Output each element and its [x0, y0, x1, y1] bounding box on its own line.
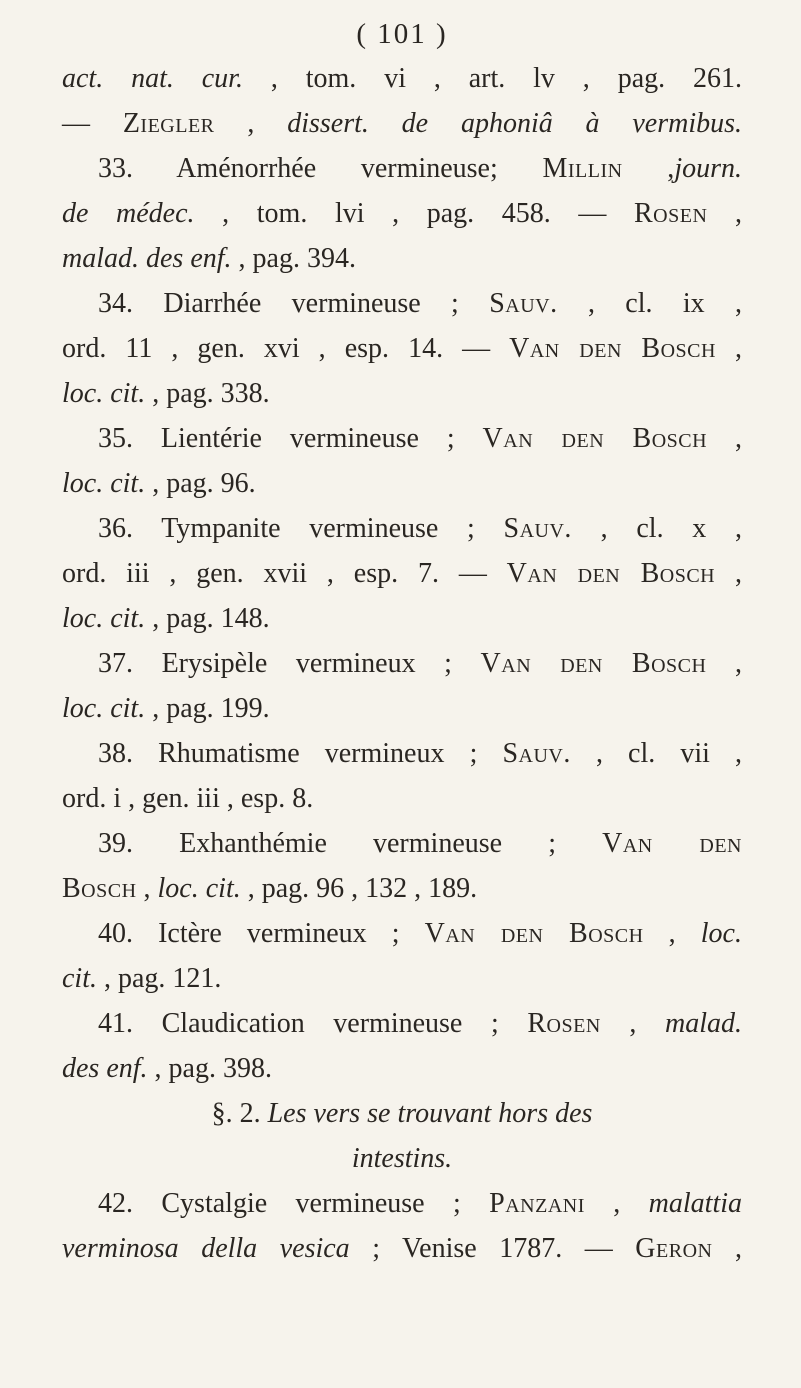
text-line [62, 191, 742, 236]
text-segment: 38. Rhumatisme vermineux ; [98, 738, 503, 769]
text-segment: , tom. vi , art. lv , pag. 261. [242, 63, 742, 94]
text-segment: Van den Bosch [509, 333, 716, 364]
text-line [62, 731, 742, 776]
text-line [62, 551, 742, 596]
text-segment: loc. cit. [157, 873, 241, 904]
text-segment: 41. Claudication vermineuse ; [98, 1008, 528, 1039]
text-segment: Les vers se trouvant hors des [267, 1098, 593, 1129]
page-number: ( 101 ) [356, 18, 448, 50]
text-line [62, 1001, 742, 1046]
text-segment: , [707, 198, 743, 229]
text-segment: , pag. 199. [145, 693, 270, 724]
text-segment: , [715, 558, 742, 589]
text-segment: , [136, 873, 158, 904]
text-segment: Van den Bosch [482, 423, 708, 454]
text-line [62, 956, 742, 1001]
text-line [62, 596, 742, 641]
text-line [62, 56, 742, 101]
text-segment: , pag. 148. [145, 603, 270, 634]
text-segment: verminosa della vesica [62, 1233, 350, 1264]
text-segment: ord. i , gen. iii , esp. 8. [62, 783, 314, 814]
text-segment: , pag. 96 , 132 , 189. [240, 873, 478, 904]
text-segment: Bosch [62, 873, 137, 904]
text-segment: Panzani [489, 1188, 585, 1219]
text-segment: de médec. [62, 198, 195, 229]
text-segment: , cl. vii , [570, 738, 743, 769]
text-segment: Van den Bosch [480, 648, 707, 679]
text-segment: , [584, 1188, 649, 1219]
text-segment: Van den Bosch [424, 918, 644, 949]
text-segment: intestins. [351, 1143, 453, 1174]
text-segment: Geron [635, 1233, 713, 1264]
text-segment: loc. cit. [62, 603, 146, 634]
text-line [62, 1181, 742, 1226]
text-line [62, 371, 742, 416]
text-segment: Sauv. [489, 288, 558, 319]
text-segment: Sauv. [503, 513, 572, 544]
text-line [62, 1046, 742, 1091]
text-segment: 33. Aménorrhée vermineuse; [98, 153, 543, 184]
text-segment: , pag. 394. [231, 243, 356, 274]
text-segment: loc. cit. [62, 693, 146, 724]
text-segment: , [214, 108, 288, 139]
text-line [62, 146, 742, 191]
text-line [62, 326, 742, 371]
text-line [62, 1226, 742, 1271]
text-line [62, 911, 742, 956]
text-line [62, 461, 742, 506]
text-segment: , pag. 121. [97, 963, 222, 994]
text-segment: Ziegler [122, 108, 215, 139]
text-segment: ord. iii , gen. xvii , esp. 7. — [62, 558, 507, 589]
text-segment: malattia [648, 1188, 743, 1219]
text-line [62, 506, 742, 551]
text-segment: §. 2. [211, 1098, 268, 1129]
text-segment: , [600, 1008, 666, 1039]
text-line [62, 101, 742, 146]
text-line [62, 281, 742, 326]
text-segment: , pag. 398. [147, 1053, 272, 1084]
text-segment: loc. cit. [62, 378, 146, 409]
text-segment: , cl. ix , [557, 288, 742, 319]
text-segment: , [712, 1233, 743, 1264]
text-segment: journ. [674, 153, 742, 184]
text-segment: 37. Erysipèle vermineux ; [98, 648, 481, 679]
text-line [62, 776, 742, 821]
text-segment: Van den [602, 828, 742, 859]
text-segment: 39. Exhanthémie vermineuse ; [98, 828, 603, 859]
text-segment: des enf. [62, 1053, 148, 1084]
text-segment: act. nat. cur. [62, 63, 243, 94]
text-segment: loc. [700, 918, 742, 949]
text-segment: 35. Lientérie vermineuse ; [98, 423, 483, 454]
text-segment: , [707, 423, 743, 454]
text-segment: Sauv. [502, 738, 571, 769]
text-segment: loc. cit. [62, 468, 146, 499]
text-line [62, 641, 742, 686]
text-segment: 36. Tympanite vermineuse ; [98, 513, 504, 544]
text-segment: ; Venise 1787. — [349, 1233, 636, 1264]
text-segment: Van den Bosch [506, 558, 716, 589]
text-segment: , [622, 153, 675, 184]
text-segment: dissert. de aphoniâ à vermibus. [287, 108, 743, 139]
text-segment: cit. [62, 963, 97, 994]
section-heading [62, 1136, 742, 1181]
text-line [62, 866, 742, 911]
text-segment: Rosen [527, 1008, 601, 1039]
section-heading [62, 1091, 742, 1136]
text-segment: , pag. 96. [145, 468, 256, 499]
text-segment: malad. [665, 1008, 743, 1039]
text-segment: malad. des enf. [62, 243, 232, 274]
text-segment: , cl. x , [571, 513, 742, 544]
text-segment: Millin [542, 153, 623, 184]
text-line [62, 821, 742, 866]
text-segment: , [715, 333, 742, 364]
text-segment: Rosen [633, 198, 708, 229]
text-segment: — [62, 108, 123, 139]
text-segment: 42. Cystalgie vermineuse ; [98, 1188, 490, 1219]
text-segment: ord. 11 , gen. xvi , esp. 14. — [62, 333, 510, 364]
page-text [62, 56, 742, 1271]
text-line [62, 416, 742, 461]
text-segment: 34. Diarrhée vermineuse ; [98, 288, 490, 319]
text-segment: , tom. lvi , pag. 458. — [194, 198, 634, 229]
text-line [62, 686, 742, 731]
text-line [62, 236, 742, 281]
text-segment: 40. Ictère vermineux ; [98, 918, 425, 949]
text-segment: , pag. 338. [145, 378, 270, 409]
text-segment: , [643, 918, 701, 949]
text-segment: , [706, 648, 742, 679]
